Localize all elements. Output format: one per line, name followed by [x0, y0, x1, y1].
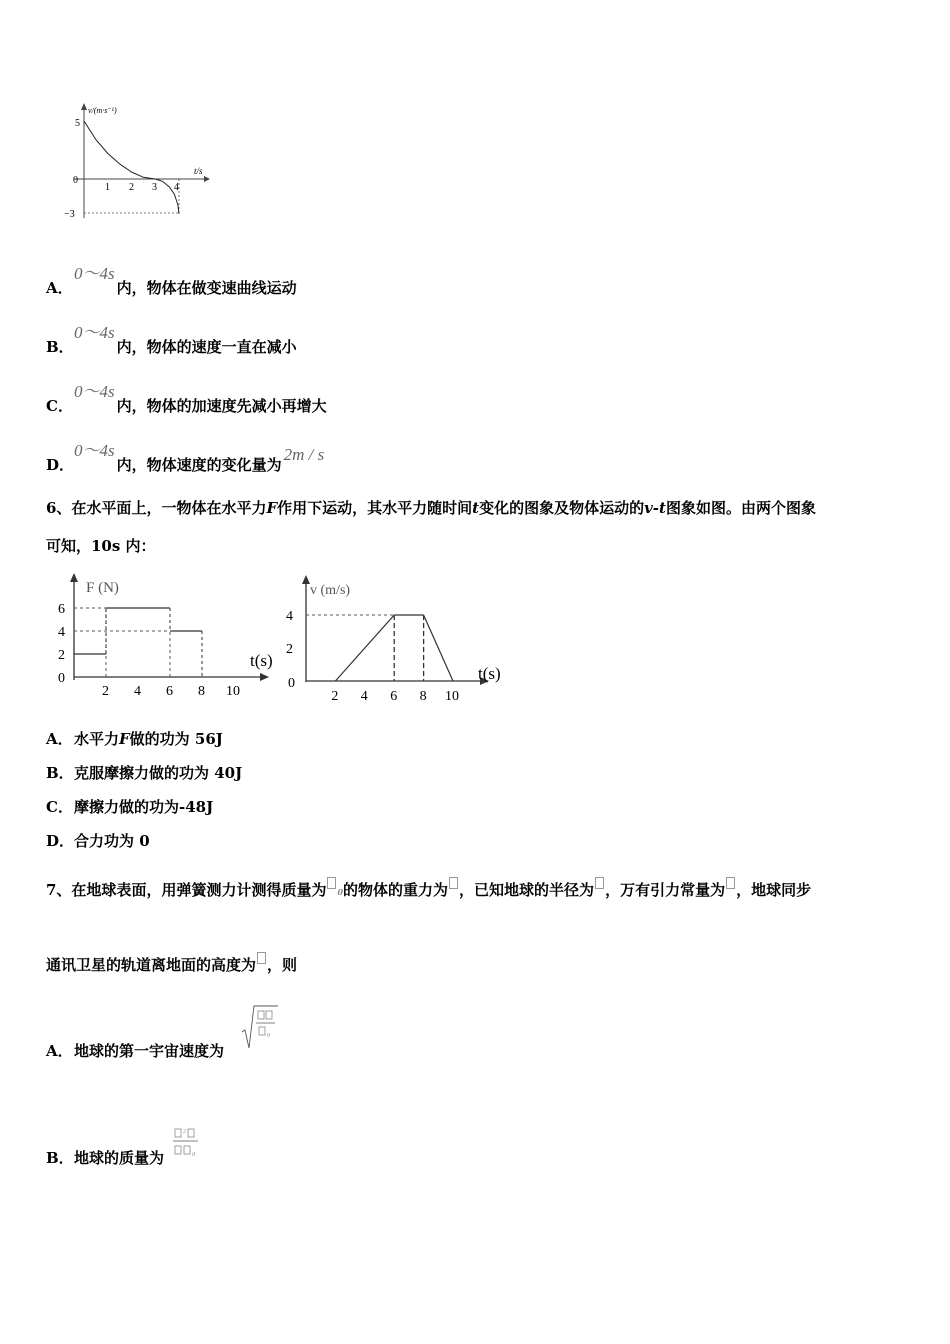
x-axis-arrow: [260, 673, 269, 681]
y-tick-5: 5: [75, 118, 80, 129]
x-tick-3: 3: [152, 182, 157, 193]
x-tick-label: 4: [360, 689, 368, 704]
svg-text:0: 0: [192, 1152, 195, 1158]
option-letter: B．: [46, 338, 74, 356]
option-text: 摩擦力做的功为-48J: [74, 798, 214, 816]
text: ，地球同步: [736, 881, 812, 899]
q6-stem-line1: [46, 497, 816, 518]
y-tick-label: 2: [58, 648, 65, 663]
text: 变化的图象及物体运动的: [479, 499, 645, 517]
y-tick-label: 4: [286, 609, 293, 624]
x-tick-label: 8: [419, 689, 427, 704]
subscript: 0: [337, 887, 344, 897]
q7-stem-line2: [46, 952, 297, 975]
text: 7、在地球表面，用弹簧测力计测得质量为: [46, 881, 327, 899]
var-f: F: [266, 499, 278, 517]
option-text: 水平力: [74, 730, 120, 748]
q5-option-a[interactable]: [46, 264, 297, 298]
option-text: 地球的第一宇宙速度为: [74, 1042, 225, 1060]
text: ，万有引力常量为: [605, 881, 726, 899]
option-letter: C．: [46, 397, 73, 415]
option-letter: D．: [46, 456, 75, 474]
x-tick-4: 4: [174, 182, 179, 193]
option-letter: B．: [46, 764, 74, 782]
text: 6、在水平面上，一物体在水平力: [46, 499, 267, 517]
text: 图象如图。由两个图象: [665, 499, 816, 517]
mass-symbol-placeholder: [327, 877, 336, 889]
var-t: t: [472, 499, 480, 517]
x-axis-arrow: [204, 176, 210, 182]
x-tick-label: 6: [166, 684, 173, 699]
height-symbol-placeholder: [257, 952, 266, 964]
force-time-chart: [44, 570, 274, 700]
y-axis-arrow: [81, 103, 87, 110]
x-axis-label: t/s: [194, 166, 203, 176]
option-letter: B．: [46, 1149, 74, 1167]
var-f: F: [119, 730, 130, 748]
velocity-segment: [424, 615, 453, 681]
x-axis-label: t(s): [478, 664, 501, 683]
velocity-time-chart: [280, 572, 520, 707]
y-tick-label: 2: [286, 642, 293, 657]
vt-curve-chart: [60, 100, 220, 225]
y-axis-arrow: [70, 573, 78, 582]
x-tick-label: 2: [102, 684, 109, 699]
superscript: 2: [183, 1129, 186, 1135]
q6-option-a[interactable]: [46, 728, 223, 749]
y-tick-neg3: −3: [64, 209, 75, 220]
option-text: 内，物体的速度一直在减小: [116, 338, 297, 356]
q5-option-c[interactable]: [46, 382, 327, 416]
x-tick-1: 1: [105, 182, 110, 193]
velocity-segment: [335, 615, 394, 681]
option-text: 内，物体的加速度先减小再增大: [116, 397, 327, 415]
option-letter: A．: [46, 279, 73, 297]
q6-stem-line2: 可知，10s 内：: [46, 537, 156, 555]
q7-option-a[interactable]: [46, 1040, 224, 1061]
option-letter: D．: [46, 832, 75, 850]
y-tick-label: 4: [58, 625, 65, 640]
x-tick-label: 2: [331, 689, 339, 704]
x-tick-label: 0: [288, 676, 295, 691]
option-text: 地球的质量为: [74, 1149, 165, 1167]
x-tick-2: 2: [129, 182, 134, 193]
gravity-const-placeholder: [726, 877, 735, 889]
q5-option-b[interactable]: [46, 323, 297, 357]
x-tick-label: 10: [226, 684, 240, 699]
option-text: 内，物体速度的变化量为: [116, 456, 282, 474]
math-interval: 0～4s: [74, 323, 115, 342]
x-axis-label: t(s): [250, 651, 273, 670]
x-tick-label: 6: [390, 689, 398, 704]
y-axis-arrow: [302, 575, 310, 584]
option-letter: A．: [46, 730, 73, 748]
option-letter: C．: [46, 798, 73, 816]
y-tick-label: 0: [58, 671, 65, 686]
svg-text:0: 0: [267, 1033, 270, 1039]
q6-option-c[interactable]: [46, 796, 213, 817]
x-tick-label: 10: [445, 689, 459, 704]
y-tick-0: 0: [73, 175, 78, 186]
q5-option-d[interactable]: [46, 441, 325, 475]
option-text: 合力功为 0: [74, 832, 150, 850]
math-interval: 0～4s: [74, 441, 115, 460]
y-axis-label: v (m/s): [310, 583, 351, 598]
math-interval: 0～4s: [74, 264, 115, 283]
math-interval: 0～4s: [74, 382, 115, 401]
text: 通讯卫星的轨道离地面的高度为: [46, 956, 257, 974]
fraction-formula-icon: [172, 1124, 202, 1164]
y-tick-label: 6: [58, 602, 65, 617]
var-vt: v-t: [644, 499, 666, 517]
option-text: 内，物体在做变速曲线运动: [116, 279, 297, 297]
y-axis-label: v/(m·s⁻¹): [88, 106, 117, 115]
q6-option-d[interactable]: [46, 830, 150, 851]
x-tick-label: 8: [198, 684, 205, 699]
q6-option-b[interactable]: [46, 762, 242, 783]
text: ，已知地球的半径为: [459, 881, 595, 899]
vt-curve-line: [84, 121, 179, 214]
radius-symbol-placeholder: [595, 877, 604, 889]
math-value: 2m / s: [283, 445, 325, 464]
q7-option-b[interactable]: [46, 1147, 164, 1168]
option-letter: A．: [46, 1042, 73, 1060]
weight-symbol-placeholder: [449, 877, 458, 889]
option-text: 做的功为 56J: [129, 730, 223, 748]
q7-stem-line1: [46, 877, 811, 900]
x-tick-label: 4: [134, 684, 141, 699]
sqrt-formula-icon: [240, 1002, 280, 1054]
y-axis-label: F (N): [86, 580, 119, 596]
text: 的物体的重力为: [343, 881, 449, 899]
option-text: 克服摩擦力做的功为 40J: [74, 764, 243, 782]
text: 作用下运动，其水平力随时间: [277, 499, 473, 517]
text: ，则: [267, 956, 298, 974]
